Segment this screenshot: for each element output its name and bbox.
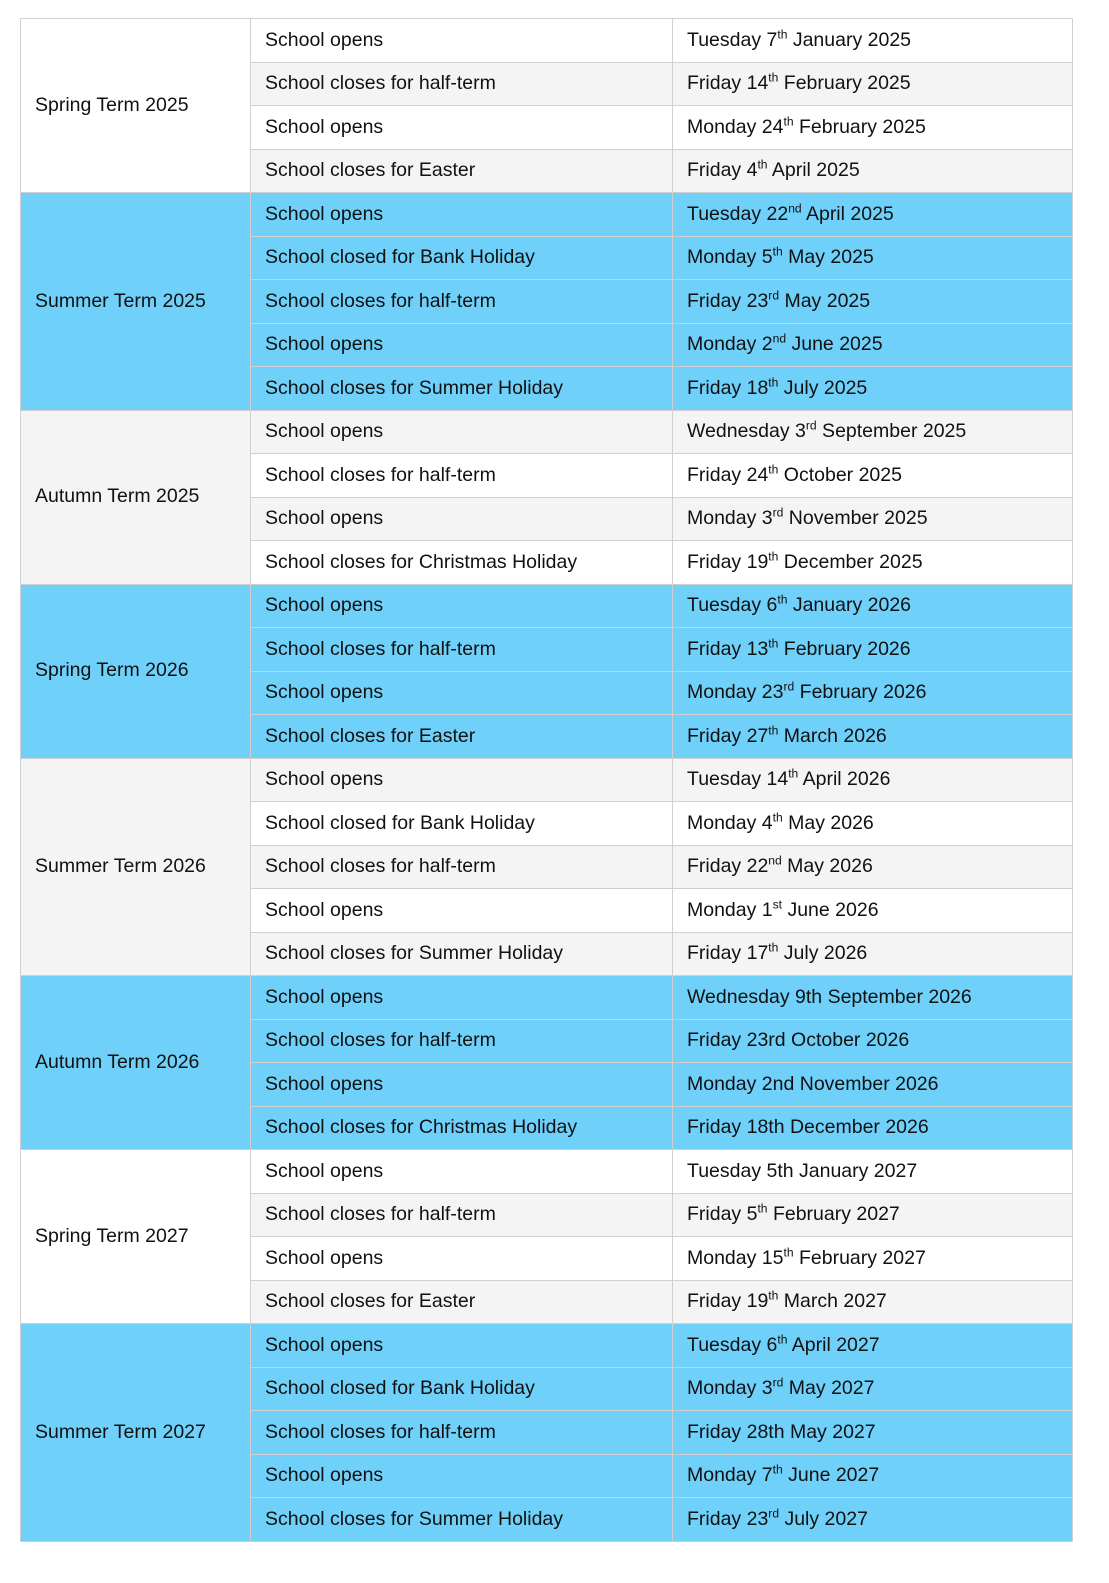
event-cell: School closes for Easter [251, 149, 673, 193]
event-cell: School closed for Bank Holiday [251, 1367, 673, 1411]
term-dates-body [21, 19, 1073, 1542]
date-text-prefix: Monday 5 [687, 246, 773, 269]
date-text-suffix: January 2025 [787, 28, 912, 51]
date-text-suffix: September 2025 [816, 420, 967, 443]
date-ordinal-suffix: th [772, 810, 783, 825]
date-text-suffix: February 2027 [767, 1203, 900, 1226]
date-ordinal-suffix: th [783, 114, 794, 129]
date-text-prefix: Friday 13 [687, 637, 769, 660]
date-text-prefix: Monday 7 [687, 1464, 773, 1487]
date-cell [673, 19, 1073, 63]
date-text-prefix: Monday 3 [687, 1377, 773, 1400]
date-text-prefix: Monday 23 [687, 681, 784, 704]
date-text-prefix: Friday 27 [687, 724, 769, 747]
date-cell [673, 1498, 1073, 1542]
date-cell [673, 497, 1073, 541]
event-cell: School closes for half-term [251, 454, 673, 498]
date-text-prefix: Friday 14 [687, 72, 769, 95]
table-row [21, 1150, 1073, 1194]
event-cell: School opens [251, 758, 673, 802]
term-label-cell: Autumn Term 2026 [21, 976, 251, 1150]
date-text-prefix: Tuesday 22 [687, 202, 789, 225]
event-cell: School closes for Summer Holiday [251, 367, 673, 411]
event-cell: School closes for half-term [251, 845, 673, 889]
event-cell: School closed for Bank Holiday [251, 802, 673, 846]
date-text-suffix: May 2025 [779, 289, 871, 312]
table-row [21, 19, 1073, 63]
term-label-cell: Spring Term 2026 [21, 584, 251, 758]
date-cell: Friday 23rd October 2026 [673, 1019, 1073, 1063]
event-cell: School closes for half-term [251, 1193, 673, 1237]
event-cell: School opens [251, 497, 673, 541]
date-ordinal-suffix: nd [772, 331, 787, 346]
date-cell [673, 193, 1073, 237]
date-ordinal-suffix: th [768, 940, 779, 955]
date-text-prefix: Tuesday 6 [687, 594, 778, 617]
date-text-prefix: Monday 24 [687, 115, 784, 138]
date-cell: Friday 28th May 2027 [673, 1411, 1073, 1455]
date-cell [673, 367, 1073, 411]
date-text-suffix: April 2025 [767, 159, 860, 182]
date-text-suffix: July 2026 [778, 942, 868, 965]
date-cell [673, 541, 1073, 585]
event-cell: School closes for Summer Holiday [251, 1498, 673, 1542]
date-ordinal-suffix: rd [783, 679, 795, 694]
date-cell [673, 1237, 1073, 1281]
term-label-cell: Summer Term 2027 [21, 1324, 251, 1542]
date-cell [673, 932, 1073, 976]
event-cell: School opens [251, 976, 673, 1020]
date-ordinal-suffix: th [757, 157, 768, 172]
date-text-suffix: May 2025 [782, 246, 874, 269]
event-cell: School closes for Christmas Holiday [251, 1106, 673, 1150]
table-row [21, 1324, 1073, 1368]
date-text-suffix: June 2025 [786, 333, 883, 356]
event-cell: School opens [251, 410, 673, 454]
date-cell [673, 454, 1073, 498]
date-text-suffix: February 2027 [793, 1246, 926, 1269]
date-text-suffix: July 2025 [778, 376, 868, 399]
date-text-prefix: Friday 23 [687, 289, 769, 312]
date-text-suffix: May 2026 [781, 855, 873, 878]
event-cell: School closed for Bank Holiday [251, 236, 673, 280]
event-cell: School opens [251, 323, 673, 367]
date-cell [673, 106, 1073, 150]
date-text-suffix: July 2027 [779, 1507, 868, 1530]
table-row [21, 976, 1073, 1020]
date-cell [673, 671, 1073, 715]
term-label-cell: Autumn Term 2025 [21, 410, 251, 584]
date-ordinal-suffix: th [768, 1288, 779, 1303]
date-text-suffix: February 2025 [793, 115, 926, 138]
date-ordinal-suffix: th [768, 636, 779, 651]
event-cell: School closes for Summer Holiday [251, 932, 673, 976]
date-text-suffix: February 2025 [778, 72, 911, 95]
date-text-prefix: Tuesday 14 [687, 768, 789, 791]
date-text-prefix: Friday 22 [687, 855, 769, 878]
date-text-suffix: March 2026 [778, 724, 887, 747]
date-text-prefix: Friday 19 [687, 550, 769, 573]
event-cell: School opens [251, 1063, 673, 1107]
date-cell [673, 889, 1073, 933]
event-cell: School closes for half-term [251, 1411, 673, 1455]
table-row [21, 584, 1073, 628]
date-text-prefix: Friday 18 [687, 376, 769, 399]
date-cell: Tuesday 5th January 2027 [673, 1150, 1073, 1194]
date-ordinal-suffix: nd [788, 201, 802, 216]
date-ordinal-suffix: th [777, 27, 788, 42]
date-text-suffix: May 2026 [782, 811, 874, 834]
school-term-dates-table [20, 18, 1073, 1542]
table-row [21, 410, 1073, 454]
event-cell: School opens [251, 1454, 673, 1498]
date-text-suffix: February 2026 [794, 681, 927, 704]
event-cell: School opens [251, 1324, 673, 1368]
date-cell [673, 845, 1073, 889]
event-cell: School closes for Christmas Holiday [251, 541, 673, 585]
event-cell: School opens [251, 19, 673, 63]
date-text-prefix: Monday 1 [687, 898, 773, 921]
date-ordinal-suffix: th [768, 70, 779, 85]
date-ordinal-suffix: th [772, 1462, 783, 1477]
date-cell [673, 236, 1073, 280]
date-ordinal-suffix: th [772, 244, 783, 259]
event-cell: School opens [251, 193, 673, 237]
term-label-cell: Summer Term 2026 [21, 758, 251, 976]
event-cell: School closes for half-term [251, 628, 673, 672]
table-row [21, 193, 1073, 237]
date-text-suffix: April 2027 [787, 1333, 880, 1356]
date-text-prefix: Friday 5 [687, 1203, 758, 1226]
date-text-prefix: Monday 3 [687, 507, 773, 530]
date-text-suffix: June 2026 [782, 898, 879, 921]
date-text-suffix: May 2027 [783, 1377, 875, 1400]
date-text-prefix: Friday 24 [687, 463, 769, 486]
event-cell: School closes for half-term [251, 62, 673, 106]
date-text-prefix: Tuesday 7 [687, 28, 778, 51]
date-ordinal-suffix: rd [805, 418, 817, 433]
date-text-suffix: April 2025 [801, 202, 894, 225]
event-cell: School closes for Easter [251, 1280, 673, 1324]
date-ordinal-suffix: nd [768, 853, 782, 868]
date-ordinal-suffix: th [768, 375, 779, 390]
date-text-prefix: Monday 2 [687, 333, 773, 356]
date-ordinal-suffix: th [768, 549, 779, 564]
date-ordinal-suffix: th [777, 592, 788, 607]
date-cell [673, 1367, 1073, 1411]
date-ordinal-suffix: rd [768, 1506, 780, 1521]
date-text-suffix: October 2025 [778, 463, 902, 486]
date-cell [673, 410, 1073, 454]
event-cell: School closes for half-term [251, 1019, 673, 1063]
table-row [21, 758, 1073, 802]
date-ordinal-suffix: rd [772, 505, 784, 520]
date-ordinal-suffix: st [772, 897, 783, 912]
event-cell: School opens [251, 1237, 673, 1281]
date-text-suffix: December 2025 [778, 550, 923, 573]
date-text-prefix: Friday 23 [687, 1507, 769, 1530]
date-cell [673, 802, 1073, 846]
date-ordinal-suffix: th [783, 1245, 794, 1260]
date-text-prefix: Tuesday 6 [687, 1333, 778, 1356]
date-ordinal-suffix: th [788, 766, 799, 781]
date-text-prefix: Monday 15 [687, 1246, 784, 1269]
date-text-suffix: November 2025 [783, 507, 928, 530]
date-cell [673, 280, 1073, 324]
date-ordinal-suffix: rd [772, 1375, 784, 1390]
event-cell: School opens [251, 106, 673, 150]
date-text-suffix: February 2026 [778, 637, 911, 660]
date-ordinal-suffix: rd [768, 288, 780, 303]
date-ordinal-suffix: th [768, 462, 779, 477]
date-text-prefix: Friday 4 [687, 159, 758, 182]
date-cell [673, 758, 1073, 802]
event-cell: School opens [251, 889, 673, 933]
date-text-prefix: Monday 4 [687, 811, 773, 834]
date-ordinal-suffix: th [768, 723, 779, 738]
date-cell [673, 1193, 1073, 1237]
date-text-prefix: Wednesday 3 [687, 420, 806, 443]
date-cell: Wednesday 9th September 2026 [673, 976, 1073, 1020]
date-cell: Monday 2nd November 2026 [673, 1063, 1073, 1107]
event-cell: School opens [251, 1150, 673, 1194]
date-cell [673, 1324, 1073, 1368]
term-label-cell: Spring Term 2025 [21, 19, 251, 193]
event-cell: School opens [251, 584, 673, 628]
date-ordinal-suffix: th [777, 1332, 788, 1347]
term-label-cell: Summer Term 2025 [21, 193, 251, 411]
date-text-suffix: June 2027 [782, 1464, 880, 1487]
date-cell [673, 323, 1073, 367]
date-text-prefix: Friday 17 [687, 942, 769, 965]
date-cell [673, 1454, 1073, 1498]
date-text-suffix: April 2026 [798, 768, 891, 791]
event-cell: School opens [251, 671, 673, 715]
date-cell [673, 62, 1073, 106]
term-label-cell: Spring Term 2027 [21, 1150, 251, 1324]
date-ordinal-suffix: th [757, 1201, 768, 1216]
date-cell [673, 628, 1073, 672]
date-cell [673, 584, 1073, 628]
date-cell [673, 1280, 1073, 1324]
event-cell: School closes for Easter [251, 715, 673, 759]
date-cell [673, 715, 1073, 759]
event-cell: School closes for half-term [251, 280, 673, 324]
date-cell [673, 149, 1073, 193]
date-text-suffix: March 2027 [778, 1290, 887, 1313]
date-text-suffix: January 2026 [787, 594, 912, 617]
date-cell: Friday 18th December 2026 [673, 1106, 1073, 1150]
date-text-prefix: Friday 19 [687, 1290, 769, 1313]
